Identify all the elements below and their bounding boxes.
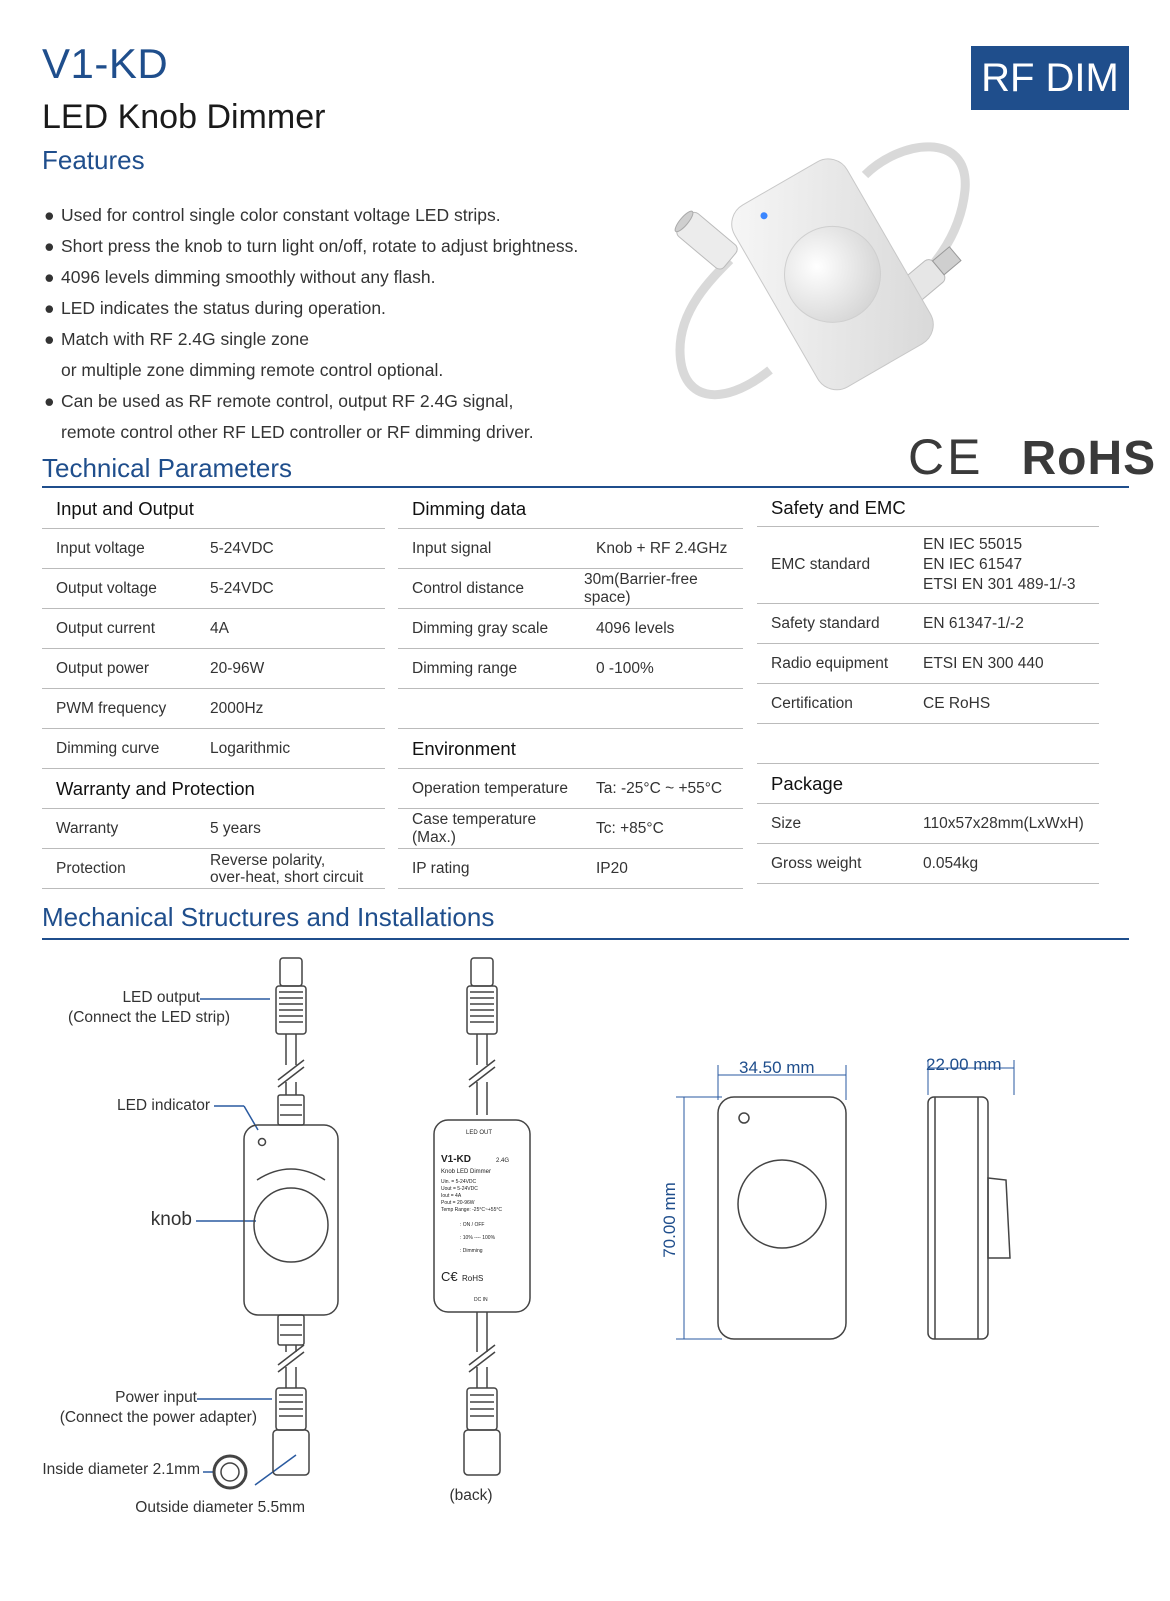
back-name-text: Knob LED Dimmer: [441, 1169, 492, 1175]
table-row: Output power 20-96W: [42, 649, 385, 689]
depth-dimension: 22.00 mm: [926, 1055, 1002, 1074]
feature-item: ● LED indicates the status during operation.: [44, 293, 578, 324]
table-row: Output voltage 5-24VDC: [42, 569, 385, 609]
mechanical-drawings: [0, 940, 1170, 1540]
back-spec-text: Iout = 4A: [441, 1193, 462, 1199]
dimension-front-view: [718, 1097, 846, 1339]
features-title: Features: [42, 145, 145, 175]
table-row: Control distance 30m(Barrier-free space): [398, 569, 743, 609]
table-heading-row: Safety and EMC: [757, 489, 1099, 527]
table-row: Dimming gray scale 4096 levels: [398, 609, 743, 649]
table-row: Dimming curve Logarithmic: [42, 729, 385, 769]
table-row: Case temperature (Max.) Tc: +85°C: [398, 809, 743, 849]
product-photo: [660, 130, 1010, 430]
table-row: Operation temperature Ta: -25°C ~ +55°C: [398, 769, 743, 809]
product-subtitle: LED Knob Dimmer: [42, 98, 326, 136]
back-view: [434, 958, 530, 1475]
inside-diameter-label: Inside diameter 2.1mm: [42, 1461, 200, 1478]
certification-marks: [908, 428, 1156, 486]
led-out-text: LED OUT: [466, 1130, 493, 1136]
bullet-icon: ●: [44, 329, 55, 349]
feature-item-continuation: or multiple zone dimming remote control optional.: [61, 360, 444, 380]
back-op-text: : Dimming: [460, 1248, 483, 1254]
rf-dim-badge: RF DIM: [971, 46, 1129, 110]
bullet-icon: ●: [44, 298, 55, 318]
table-heading-row: Package: [757, 764, 1099, 804]
table-row: Protection Reverse polarity, over-heat, short circuit: [42, 849, 385, 889]
back-spec-text: Uout = 5-24VDC: [441, 1186, 478, 1192]
table-empty-row: [398, 689, 743, 729]
power-input-sub: (Connect the power adapter): [59, 1409, 257, 1426]
dimension-side-view: [928, 1097, 1010, 1339]
table-row: PWM frequency 2000Hz: [42, 689, 385, 729]
table-row: IP rating IP20: [398, 849, 743, 889]
table-heading-row: Dimming data: [398, 489, 743, 529]
ce-mark: CE: [908, 429, 984, 485]
table-row: Radio equipment ETSI EN 300 440: [757, 644, 1099, 684]
table-heading-row: Input and Output: [42, 489, 385, 529]
bullet-icon: ●: [44, 391, 55, 411]
back-op-text: : 10% ---- 100%: [460, 1235, 496, 1241]
table-empty-row: [757, 724, 1099, 764]
power-input-label: Power input: [115, 1389, 197, 1406]
table-row: Certification CE RoHS: [757, 684, 1099, 724]
tech-title: Technical Parameters: [42, 453, 292, 483]
mech-title: Mechanical Structures and Installations: [42, 902, 495, 932]
back-spec-text: Temp Range: -25°C~+55°C: [441, 1207, 502, 1213]
feature-item: ● 4096 levels dimming smoothly without any flash.: [44, 262, 578, 293]
height-dimension: 70.00 mm: [659, 1182, 679, 1258]
dimming-table: [398, 489, 743, 889]
feature-item: ● Short press the knob to turn light on/off, rotate to adjust brightness.: [44, 231, 578, 262]
knob-label: knob: [150, 1209, 192, 1230]
input-output-table: [42, 489, 385, 889]
back-label-plate: [441, 1130, 509, 1303]
table-row: Output current 4A: [42, 609, 385, 649]
led-indicator-label: LED indicator: [116, 1097, 210, 1114]
back-spec-text: Pout = 20-96W: [441, 1200, 475, 1206]
table-row: Size 110x57x28mm(LxWxH): [757, 804, 1099, 844]
table-heading-row: Warranty and Protection: [42, 769, 385, 809]
led-output-label: LED output: [122, 989, 200, 1006]
back-op-text: : ON / OFF: [460, 1222, 485, 1228]
back-spec-text: Uin. = 5-24VDC: [441, 1179, 477, 1185]
bullet-icon: ●: [44, 205, 55, 225]
table-row: Input voltage 5-24VDC: [42, 529, 385, 569]
dc-in-text: DC IN: [474, 1297, 488, 1303]
tech-rule: [42, 486, 1129, 488]
back-freq-text: 2.4G: [496, 1158, 510, 1164]
safety-table: [757, 489, 1099, 884]
led-output-sub: (Connect the LED strip): [68, 1009, 230, 1026]
feature-item: ● Match with RF 2.4G single zone: [44, 324, 578, 355]
width-dimension: 34.50 mm: [739, 1058, 815, 1077]
bullet-icon: ●: [44, 267, 55, 287]
table-row: EMC standard EN IEC 55015 EN IEC 61547 ETSI EN 301 489-1/-3: [757, 527, 1099, 604]
table-row: Safety standard EN 61347-1/-2: [757, 604, 1099, 644]
outside-diameter-label: Outside diameter 5.5mm: [135, 1499, 305, 1516]
table-heading-row: Environment: [398, 729, 743, 769]
table-row: Dimming range 0 -100%: [398, 649, 743, 689]
back-rohs-text: RoHS: [462, 1274, 484, 1283]
rohs-mark: RoHS: [1021, 432, 1157, 485]
table-row: Input signal Knob + RF 2.4GHz: [398, 529, 743, 569]
bullet-icon: ●: [44, 236, 55, 256]
table-row: Warranty 5 years: [42, 809, 385, 849]
feature-item-continuation: remote control other RF LED controller or RF dimming driver.: [61, 422, 534, 442]
feature-item: ● Used for control single color constant voltage LED strips.: [44, 200, 578, 231]
product-model: V1-KD: [42, 40, 169, 87]
table-row: Gross weight 0.054kg: [757, 844, 1099, 884]
features-list: [44, 200, 578, 448]
back-ce-mark: C€: [441, 1269, 458, 1284]
front-view: [214, 958, 338, 1488]
back-model-text: V1-KD: [441, 1154, 472, 1165]
feature-item: ● Can be used as RF remote control, output RF 2.4G signal,: [44, 386, 578, 417]
back-label: (back): [449, 1487, 493, 1504]
